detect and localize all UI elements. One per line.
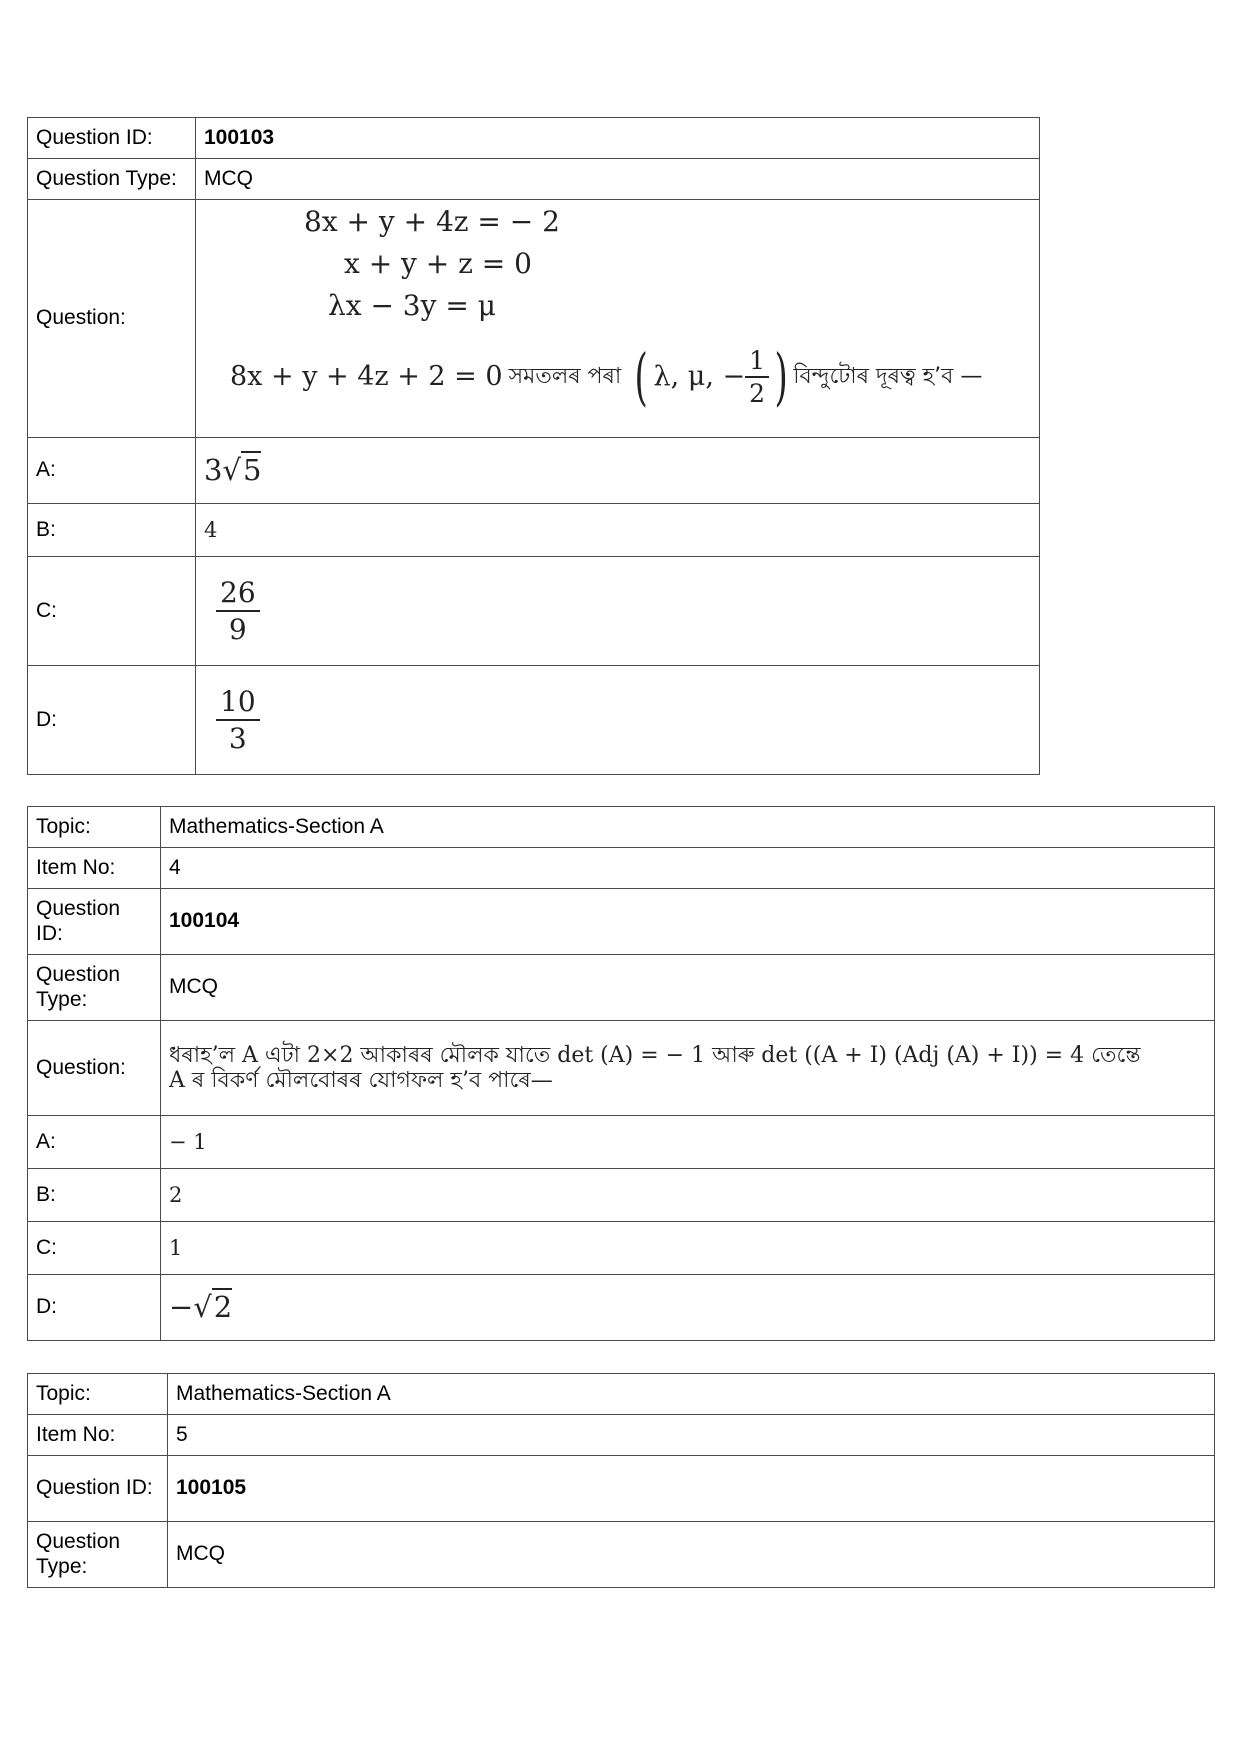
option-a-value xyxy=(196,438,1040,504)
option-c-numerator: 26 xyxy=(216,575,260,612)
question-label: Question: xyxy=(28,1021,161,1116)
point-fraction-denominator: 2 xyxy=(749,378,766,408)
item-no-label: Item No: xyxy=(28,1415,168,1456)
equation-1: 8x + y + 4z = − 2 xyxy=(304,205,560,238)
topic-value: Mathematics-Section A xyxy=(168,1374,1215,1415)
option-a-label: A: xyxy=(28,438,196,504)
option-b-label: B: xyxy=(28,1169,161,1222)
question-table-100105 xyxy=(27,1373,1215,1588)
option-d-value xyxy=(196,666,1040,775)
option-a-sqrt: √5 xyxy=(222,452,262,487)
item-no-label: Item No: xyxy=(28,848,161,889)
question-id-label: Question ID: xyxy=(28,118,196,159)
question-type-label: Question Type: xyxy=(28,159,196,200)
item-no-value: 4 xyxy=(161,848,1215,889)
topic-label: Topic: xyxy=(28,807,161,848)
question-id-value: 100105 xyxy=(168,1456,1215,1522)
option-d-numerator: 10 xyxy=(216,684,260,721)
equation-2: x + y + z = 0 xyxy=(344,247,532,281)
option-b-value: 2 xyxy=(161,1169,1215,1222)
option-a-value: − 1 xyxy=(161,1116,1215,1169)
question-text-part2: বিন্দুটোৰ দূৰত্ব হ’ব — xyxy=(793,364,983,390)
question-type-value: MCQ xyxy=(168,1522,1215,1588)
option-d-label: D: xyxy=(28,1275,161,1341)
right-paren: ) xyxy=(774,339,788,413)
question-body xyxy=(196,200,1040,438)
option-c-value xyxy=(196,557,1040,666)
option-d-label: D: xyxy=(28,666,196,775)
question-label: Question: xyxy=(28,200,196,438)
option-c-label: C: xyxy=(28,557,196,666)
question-id-value: 100103 xyxy=(196,118,1040,159)
question-id-value: 100104 xyxy=(161,889,1215,955)
topic-value: Mathematics-Section A xyxy=(161,807,1215,848)
equation-3: λx − 3y = μ xyxy=(328,289,496,323)
option-a-radicand: 5 xyxy=(242,452,262,487)
option-c-label: C: xyxy=(28,1222,161,1275)
option-a-label: A: xyxy=(28,1116,161,1169)
question-body xyxy=(161,1021,1215,1116)
question-id-label: Question ID: xyxy=(28,1456,168,1522)
option-d-radicand: 2 xyxy=(213,1289,233,1324)
option-c-fraction xyxy=(216,575,260,647)
topic-label: Topic: xyxy=(28,1374,168,1415)
option-a-coefficient: 3 xyxy=(204,452,223,487)
question-id-label: Question ID: xyxy=(28,889,161,955)
option-d-sqrt: √2 xyxy=(193,1289,233,1324)
question-sentence xyxy=(230,339,1031,413)
question-type-value: MCQ xyxy=(161,955,1215,1021)
point-fraction xyxy=(745,345,769,410)
plane-equation: 8x + y + 4z + 2 = 0 xyxy=(230,361,503,393)
option-d-sign: − xyxy=(169,1289,194,1324)
question-table-100103 xyxy=(27,117,1040,775)
question-text-part1: সমতলৰ পৰা xyxy=(508,364,622,390)
option-c-value: 1 xyxy=(161,1222,1215,1275)
option-b-value: 4 xyxy=(196,504,1040,557)
item-no-value: 5 xyxy=(168,1415,1215,1456)
question-type-label: Question Type: xyxy=(28,955,161,1021)
point-fraction-numerator: 1 xyxy=(745,345,769,378)
option-b-label: B: xyxy=(28,504,196,557)
left-paren: ( xyxy=(634,339,649,413)
question-line-2: A ৰ বিকৰ্ণ মৌলবোৰৰ যোগফল হ’ব পাৰে— xyxy=(169,1068,553,1093)
question-line-1: ধৰাহ’ল A এটা 2×2 আকাৰৰ মৌলক যাতে det (A) = − 1 আৰু det ((A + I) (Adj (A) + I)) = 4 তেন্তে xyxy=(169,1042,1141,1068)
option-d-value xyxy=(161,1275,1215,1341)
point-coordinates: λ, μ, − xyxy=(653,361,746,393)
option-d-denominator: 3 xyxy=(228,722,247,755)
question-type-label: Question Type: xyxy=(28,1522,168,1588)
option-d-fraction xyxy=(216,684,260,756)
option-c-denominator: 9 xyxy=(228,613,247,646)
question-table-100104 xyxy=(27,806,1215,1341)
question-type-value: MCQ xyxy=(196,159,1040,200)
